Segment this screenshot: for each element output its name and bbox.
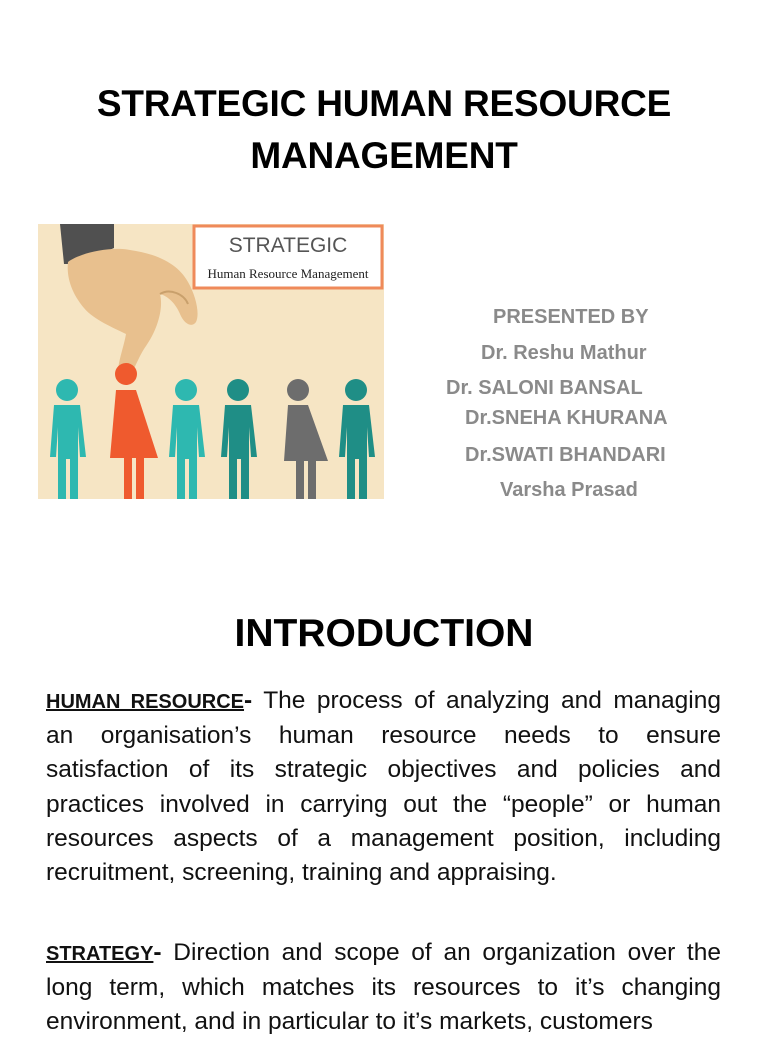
- slide-title-line-1: STRATEGIC HUMAN RESOURCE: [96, 83, 672, 124]
- person-icon: [169, 379, 205, 499]
- term-dash: -: [244, 687, 253, 714]
- strategy-text: Direction and scope of an organization over the long term, which matches its resources to it’s changing environment, and in particular to it’s markets, customers: [46, 939, 721, 1036]
- strategy-term: STRATEGY: [46, 943, 154, 965]
- illustration-canvas: [38, 224, 384, 499]
- presenter-name: Dr. SALONI BANSAL: [446, 377, 643, 399]
- term-dash: -: [153, 939, 162, 966]
- sign-subtitle: Human Resource Management: [207, 266, 369, 281]
- strategic-hrm-illustration: [38, 224, 384, 499]
- presenter-name: Dr. Reshu Mathur: [481, 342, 647, 364]
- slide-title-line-2: MANAGEMENT: [250, 135, 518, 176]
- human-resource-term: HUMAN RESOURCE: [46, 691, 245, 713]
- person-icon: [50, 379, 86, 499]
- presented-by-label: PRESENTED BY: [493, 306, 649, 328]
- presenter-name: Varsha Prasad: [500, 479, 638, 501]
- human-resource-text: The process of analyzing and managing an organisation’s human resource needs to ensure satisfaction of its strategic objectives and policies and practices involved in carrying out the “people” or human resources aspects of a management position, including recruitment, screening, training and appraising.: [46, 687, 721, 887]
- presenter-name: Dr.SNEHA KHURANA: [465, 407, 668, 429]
- sign-title: STRATEGIC: [228, 234, 348, 257]
- human-resource-definition: [46, 684, 721, 890]
- person-icon: [339, 379, 375, 499]
- presenter-name: Dr.SWATI BHANDARI: [465, 444, 666, 466]
- hand-icon: [60, 224, 198, 379]
- person-icon: [221, 379, 257, 499]
- slide-title: [0, 78, 768, 182]
- strategy-definition: [46, 936, 721, 1040]
- introduction-heading: INTRODUCTION: [234, 612, 534, 655]
- person-icon: [284, 379, 328, 499]
- highlighted-person-icon: [110, 363, 158, 499]
